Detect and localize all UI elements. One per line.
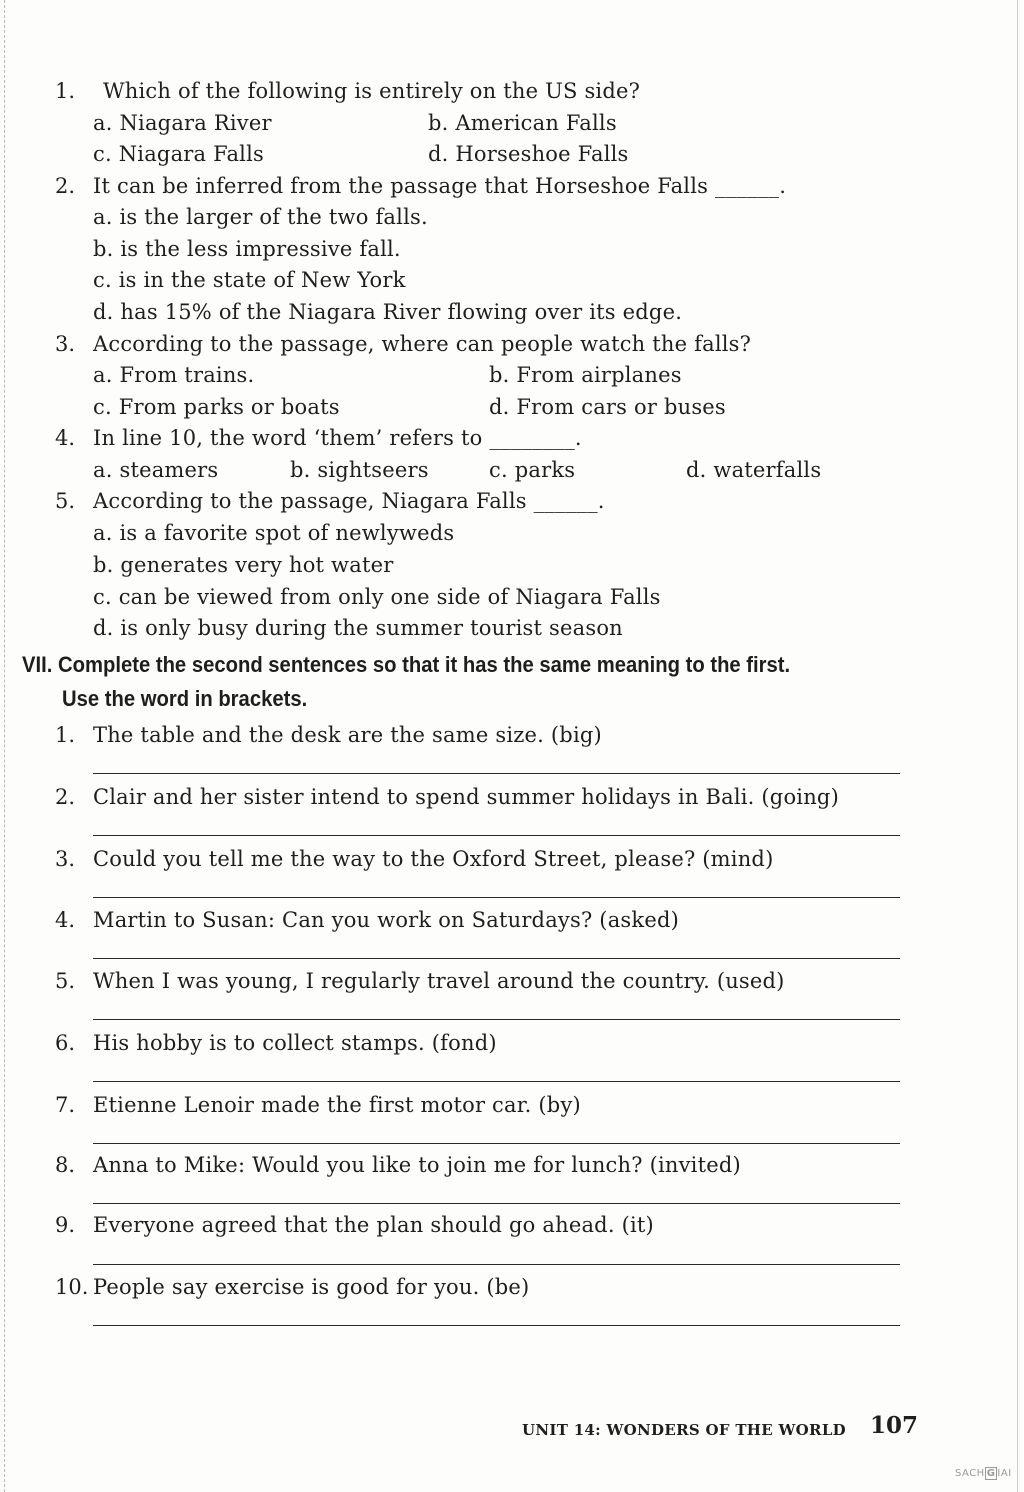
page-number: 107 bbox=[870, 1412, 919, 1439]
answer-line[interactable] bbox=[93, 897, 900, 898]
answer-line[interactable] bbox=[93, 1143, 900, 1144]
exercise-sentence: Martin to Susan: Can you work on Saturdays? (asked) bbox=[93, 908, 679, 932]
option-b: b. is the less impressive fall. bbox=[93, 237, 401, 261]
question-text: According to the passage, Niagara Falls ______. bbox=[93, 489, 605, 513]
answer-line[interactable] bbox=[93, 773, 900, 774]
question-text: According to the passage, where can people watch the falls? bbox=[93, 332, 752, 356]
answer-line[interactable] bbox=[93, 1264, 900, 1265]
exercise-number: 2. bbox=[55, 785, 76, 809]
option-d: d. is only busy during the summer tourist season bbox=[93, 616, 623, 640]
answer-line[interactable] bbox=[93, 1203, 900, 1204]
question-text: In line 10, the word ‘them’ refers to ________. bbox=[93, 426, 582, 450]
page-edge-left bbox=[4, 0, 6, 1492]
option-d: d. waterfalls bbox=[686, 458, 822, 482]
exercise-sentence: People say exercise is good for you. (be) bbox=[93, 1275, 530, 1299]
option-d: d. From cars or buses bbox=[489, 395, 726, 419]
exercise-sentence: His hobby is to collect stamps. (fond) bbox=[93, 1031, 497, 1055]
question-number: 2. bbox=[55, 174, 76, 198]
question-number: 4. bbox=[55, 426, 76, 450]
option-c: c. From parks or boats bbox=[93, 395, 340, 419]
option-d: d. has 15% of the Niagara River flowing over its edge. bbox=[93, 300, 683, 324]
exercise-number: 3. bbox=[55, 847, 76, 871]
exercise-number: 4. bbox=[55, 908, 76, 932]
question-text: It can be inferred from the passage that Horseshoe Falls ______. bbox=[93, 174, 787, 198]
exercise-number: 1. bbox=[55, 723, 76, 747]
option-b: b. American Falls bbox=[428, 111, 617, 135]
exercise-number: 8. bbox=[55, 1153, 76, 1177]
answer-line[interactable] bbox=[93, 835, 900, 836]
question-text: Which of the following is entirely on the US side? bbox=[103, 79, 641, 103]
question-number: 3. bbox=[55, 332, 76, 356]
watermark-logo: SACH G IAI bbox=[955, 1468, 1012, 1479]
question-number: 1. bbox=[55, 79, 76, 103]
exercise-sentence: Everyone agreed that the plan should go ahead. (it) bbox=[93, 1213, 654, 1237]
exercise-sentence: Anna to Mike: Would you like to join me for lunch? (invited) bbox=[93, 1153, 741, 1177]
option-a: a. is a favorite spot of newlyweds bbox=[93, 521, 455, 545]
answer-line[interactable] bbox=[93, 1019, 900, 1020]
exercise-number: 10. bbox=[55, 1275, 89, 1299]
option-a: a. Niagara River bbox=[93, 111, 272, 135]
exercise-sentence: When I was young, I regularly travel around the country. (used) bbox=[93, 969, 785, 993]
option-a: a. From trains. bbox=[93, 363, 255, 387]
page-edge-right bbox=[1017, 0, 1018, 1492]
option-c: c. is in the state of New York bbox=[93, 268, 406, 292]
option-d: d. Horseshoe Falls bbox=[428, 142, 629, 166]
exercise-number: 5. bbox=[55, 969, 76, 993]
exercise-number: 7. bbox=[55, 1093, 76, 1117]
exercise-sentence: The table and the desk are the same size. (big) bbox=[93, 723, 602, 747]
option-b: b. generates very hot water bbox=[93, 553, 394, 577]
question-number: 5. bbox=[55, 489, 76, 513]
exercise-sentence: Clair and her sister intend to spend summer holidays in Bali. (going) bbox=[93, 785, 839, 809]
answer-line[interactable] bbox=[93, 958, 900, 959]
exercise-number: 9. bbox=[55, 1213, 76, 1237]
option-b: b. sightseers bbox=[290, 458, 429, 482]
section-heading-line2: Use the word in brackets. bbox=[62, 686, 308, 711]
unit-title: UNIT 14: WONDERS OF THE WORLD bbox=[522, 1421, 846, 1439]
answer-line[interactable] bbox=[93, 1325, 900, 1326]
option-c: c. Niagara Falls bbox=[93, 142, 264, 166]
answer-line[interactable] bbox=[93, 1081, 900, 1082]
option-a: a. steamers bbox=[93, 458, 219, 482]
exercise-sentence: Etienne Lenoir made the first motor car. (by) bbox=[93, 1093, 581, 1117]
option-c: c. parks bbox=[489, 458, 576, 482]
exercise-sentence: Could you tell me the way to the Oxford Street, please? (mind) bbox=[93, 847, 774, 871]
exercise-number: 6. bbox=[55, 1031, 76, 1055]
option-c: c. can be viewed from only one side of Niagara Falls bbox=[93, 585, 661, 609]
option-a: a. is the larger of the two falls. bbox=[93, 205, 428, 229]
section-heading: VII. Complete the second sentences so that it has the same meaning to the first. bbox=[22, 652, 791, 677]
option-b: b. From airplanes bbox=[489, 363, 682, 387]
